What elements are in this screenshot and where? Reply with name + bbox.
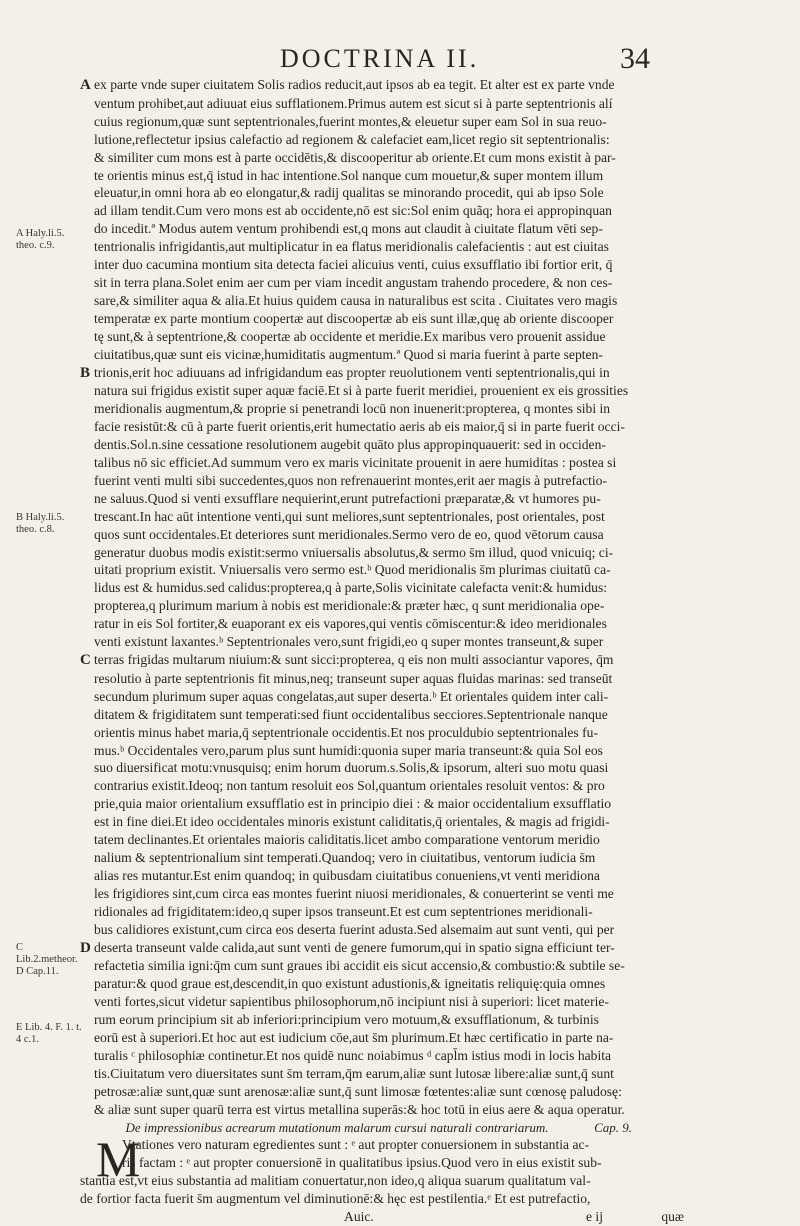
line-text: petrosæ:aliæ sunt,quæ sunt arenosæ:aliæ sunt,q̄ sunt limosæ fœtentes:aliæ sunt cœnosę paludosę: [94,1083,622,1099]
line-text: refactetia similia igni:q̄m cum sunt graues ibi accidit eis sicut accensio,& combustio:& subtile se- [94,958,625,974]
line-text: suo diuersificat motu:vnusquisq; enim horum duorum.s.Solis,& ipsorum, alteri suo motu quasi [94,760,609,776]
text-line [80,1065,692,1083]
text-line: Vtationes vero naturam egredientes sunt : ᵉ aut propter conuersionem in substantia ac- [122,1137,590,1153]
line-text: ditatem & frigiditatem sunt temperati:sed fiunt occidentalibus secciores.Septentrionale nanque [94,706,608,722]
section-marker: A [80,77,91,93]
line-text: est in fine diei.Et ideo occidentales minoris existunt caliditatis,q̄ orientales, & magis ad frigidi- [94,814,610,830]
line-text: natura sui frigidus existit super aquæ faciē.Et si à parte fuerit meridiei, prouenient ex eis grossities [94,383,629,399]
text-line [80,202,692,220]
text-line [80,526,692,544]
text-line [80,651,692,670]
line-text: resolutio à parte septentrionis fit minus,neq; transeunt super aquas fluidas marinas: sed transeūt [94,670,613,686]
line-text: propterea,q plurimum marium à nobis est meridionale:& præter hæc, q sunt meridionalia ope- [94,598,605,614]
line-text: talibus nō sic efficiet.Ad summum vero ex maris vicinitate prouenit in aere humiditas : postea si [94,455,617,471]
text-line [80,903,692,921]
text-line [80,76,692,95]
line-text: eleuatur,in omni hora ab eo elongatur,& radij qualitas se minorando procedit, qui ab ipso Sole [94,185,604,201]
text-line [80,1047,692,1065]
text-line [80,508,692,526]
signature-word: Auic. [344,1209,374,1225]
line-text: turalis ᶜ philosophiæ continetur.Et nos quidē nunc noiabimus ᵈ capl̄m istius modi in locis habita [94,1047,612,1063]
line-text: ad illam tendit.Cum vero mons est ab occidente,nō est sic:Sol enim quãq; hora ei appropinquan [94,203,612,219]
text-line [80,256,692,274]
text-line [80,921,692,939]
text-line [80,633,692,651]
line-text: ventum prohibet,aut adiuuat eius sufflationem.Primus autem est sicut si à parte septentrionis alí [94,95,613,111]
text-line [80,615,692,633]
line-text: & similiter cum mons est à parte occidētis,& discooperitur ab oriente.Et cum mons existit à par- [94,149,616,165]
line-text: ne saluus.Quod si venti exsufflare nequierint,erunt putrefactioni præparatæ,& vt humores pu- [94,490,601,506]
text-line [80,436,692,454]
text-line [80,310,692,328]
text-line [80,184,692,202]
text-line [80,561,692,579]
line-text: uitati proprium existit. Vniuersalis vero sermo est.ᵇ Quod meridionalis s̄m plurimas ciuitatū ca- [94,562,611,578]
line-text: nalium & septentrionalium sint temperati.Quandoq; vero in ciuitatibus, ventorum iudicia s̄m [94,849,596,865]
margin-note-haly-li5-c8: B Haly.li.5. theo. c.8. [16,512,65,535]
chapter-heading [80,1119,692,1137]
line-text: quos sunt occidentales.Et deteriores sunt meridionales.Sermo vero de eo, quod vētorum causa [94,526,604,542]
text-line [80,346,692,364]
text-line [80,795,692,813]
text-line [80,885,692,903]
line-text: lidus est & humidus.sed calidus:propterea,q à parte,Solis vicinitate calefacta venit:& humidus: [94,580,608,596]
line-text: ridionales ad frigiditatem:ideo,q super ipsos transeunt.Et est cum septentriones meridionali- [94,903,593,919]
text-line: stantia est,vt eius substantia ad malitiam conuertatur,non ideo,q aliqua suarum qualitatum val- [80,1173,591,1189]
margin-note-lib2-metheor: C Lib.2.metheor. D Cap.11. [16,942,78,977]
text-line [80,849,692,867]
line-text: bus calidiores existunt,cum circa eos deserta fuerint adusta.Sed alsemaim aut sunt venti, qui per [94,921,615,937]
line-text: cuius regionum,quæ sunt septentrionales,fuerint montes,& eleuetur super eam Sol in sua reuo- [94,113,607,129]
line-text: generatur duobus modis existit:sermo vniuersalis absolutus,& sermo s̄m illud, quod vnicuiq; ci- [94,544,614,560]
section-marker: B [80,364,91,381]
main-text-block [80,76,692,1119]
line-text: ratur in eis Sol fortiter,& euaporant ex eis vapores,qui ventis cōmiscentur:& ideo meridionales [94,616,607,632]
catchword: quæ [661,1209,684,1225]
line-text: paratur:& quod graue est,descendit,in quo existunt adustionis,& igneitatis reliquię:quia omnes [94,976,606,992]
text-line [80,95,692,113]
text-line [80,597,692,615]
text-line [80,131,692,149]
margin-note-lib4-f1: E Lib. 4. F. 1. t. 4 c.1. [16,1022,82,1045]
section-marker: D [80,939,91,956]
line-text: tis.Ciuitatum vero diuersitates sunt s̄m terram,q̄m earum,aliæ sunt lutosæ libere:aliæ sunt,q̄ sunt [94,1065,614,1081]
chapter-heading-title: De impressionibus acrearum mutationum malarum cursui naturali contrariarum. [125,1119,549,1135]
text-line [80,490,692,508]
line-text: secundum plurimum super aquas congelatas,aut super deserta.ᵇ Et orientales quidem inter cali- [94,688,609,704]
line-text: prie,quia maior orientalium exsufflatio est in principio diei : & maior occidentalium exsufflatio [94,796,612,812]
line-text: dentis.Sol.n.sine cessatione resolutionem augebit quāto plus appropinquauerit: sed in occiden- [94,437,606,453]
line-text: do incedit.ª Modus autem ventum prohibendi est,q mons aut claudit à ciuitate flatum vēti sep- [94,221,603,237]
drop-cap: M [96,1131,141,1188]
page-foot-line [80,1208,692,1226]
text-line [80,688,692,706]
text-line [80,867,692,885]
text-line [80,167,692,185]
text-line [80,1083,692,1101]
text-line [80,149,692,167]
line-text: & aliæ sunt super quarū terra est virtus metallina superās:& hoc totū in eius aere & aqua operatur. [94,1101,625,1117]
line-text: ciuitatibus,quæ sunt eis vicinæ,humiditatis augmentum.ª Quod si maria fuerint à parte septen- [94,346,603,362]
line-text: eorū est à superiori.Et hoc aut est iudicium cōe,aut s̄m plurimum.Et hæc certificatio in parte na- [94,1030,614,1046]
margin-note-haly-li5-c9: A Haly.li.5. theo. c.9. [16,228,65,251]
text-line [80,742,692,760]
text-line [80,724,692,742]
line-text: ex parte vnde super ciuitatem Solis radios reducit,aut ipsos ab ea tegit. Et alter est ex parte vnde [94,77,615,92]
text-line [80,113,692,131]
text-line [80,382,692,400]
text-line [80,1011,692,1029]
running-title: DOCTRINA II. [280,44,480,73]
text-line [80,220,692,238]
text-line [80,670,692,688]
text-line [80,831,692,849]
line-text: terras frigidas multarum niuium:& sunt sicci:propterea, q eis non multi associantur vapores, q̄m [94,652,614,667]
line-text: rum eorum principium sit ab inferiori:principium vero motuum,& exsufflationum, & turbinis [94,1012,599,1028]
line-text: te orientis minus est,q̄ istud in hac intentione.Sol nanque cum mouetur,& super montem illum [94,167,604,183]
line-text: temperatæ ex parte montium coopertæ aut discoopertæ ab eis sunt illæ,quę ab oriente discooper [94,310,614,326]
line-text: contrarius existit.Ideoq; non tantum resoluit eos Sol,quantum orientales resoluit ventos: & pro [94,778,605,794]
line-text: mus.ᵇ Occidentales vero,parum plus sunt humidi:quonia super maria transeunt:& quia Sol eos [94,742,603,758]
line-text: trescant.In hac aūt intentione venti,qui sunt meliores,sunt septentrionales, post orientales, post [94,508,605,524]
text-line [80,1101,692,1119]
line-text: tentrionalis infrigidantis,aut multiplicatur in ea flatus meridionalis calefacientis : aut est ciuitas [94,239,609,255]
text-line [80,400,692,418]
text-line [80,454,692,472]
text-line [80,957,692,975]
text-line [80,364,692,383]
text-line: ris factam : ᵉ aut propter conuersionē in qualitatibus ipsius.Quod vero in eius existit sub- [122,1155,602,1171]
text-line [80,813,692,831]
folio-number: 34 [620,42,650,75]
chapter-label: Cap. 9. [594,1119,632,1135]
text-line [80,328,692,346]
line-text: meridionalis augmentum,& proprie si penetrandi locū non inuenerit:propterea, q montes sibi in [94,401,611,417]
line-text: inter duo cacumina montium sita detecta faciei alicuius venti, cuius exsufflatio ibi fortior erit, q̄ [94,257,613,273]
line-text: alias res mutantur.Est enim quandoq; in quibusdam ciuitatibus conueniens,vt venti meridiona [94,867,600,883]
text-line [80,579,692,597]
line-text: facie resistūt:& cū à parte fuerit orientis,erit humectatio aeris ab eis maior,q̄ si in parte fuerit occi- [94,419,625,435]
text-line [80,274,692,292]
line-text: venti fortes,sicut videtur sapientibus philosophorum,nō incipiunt nisi à superiori: licet materie- [94,994,609,1010]
line-text: sit in terra plana.Solet enim aer cum per viam incedit angustam trahendo procedere, & non ces- [94,274,613,290]
text-line [80,939,692,958]
text-line [80,292,692,310]
text-line [80,238,692,256]
text-line [80,975,692,993]
text-line [80,759,692,777]
line-text: les frigidiores sint,cum circa eas montes fuerint niuosi meridionales, & conuerterint se venti me [94,885,614,901]
text-line [80,418,692,436]
line-text: lutione,reflectetur ipsius calefactio ad regionem & calefaciet eam,licet regio sit septentrionalis: [94,131,610,147]
line-text: sare,& similiter aqua & alia.Et huius quidem causa in naturalibus est scita . Ciuitates vero magis [94,292,618,308]
text-line [80,1029,692,1047]
line-text: venti existunt laxantes.ᵇ Septentrionales vero,sunt frigidi,eo q super montes transeunt,& super [94,634,604,650]
signature-marks: e ij [586,1209,603,1225]
line-text: deserta transeunt valde calida,aut sunt venti de genere fumorum,qui in spatio signa efficiunt ter- [94,939,615,955]
line-text: tatem declinantes.Et orientales maioris caliditatis.licet ambo comparatione ventorum meridio [94,832,600,848]
line-text: trionis,erit hoc adiuuans ad infrigidandum eas propter reuolutionem venti septentrionalis,qui in [94,364,610,380]
line-text: orientis minus habet maria,q̄ septentrionale occidentis.Et nos proculdubio septentrionales fu- [94,724,598,740]
body-text [80,76,692,1226]
text-line [80,993,692,1011]
section-marker: C [80,652,91,668]
text-line: de fortior facta fuerit s̄m augmentum vel diminutionē:& hęc est pestilentia.ᵉ Et est putrefactio, [80,1191,591,1207]
line-text: fuerint venti multi sibi succedentes,quos non refrenauerint montes,erit aer magis à putrefactio- [94,472,607,488]
line-text: tę sunt,& à septentrione,& coopertæ ab occidente et meridie.Ex maribus vero prouenit assidue [94,328,606,344]
text-line [80,472,692,490]
text-line [80,544,692,562]
text-line [80,706,692,724]
text-line [80,777,692,795]
